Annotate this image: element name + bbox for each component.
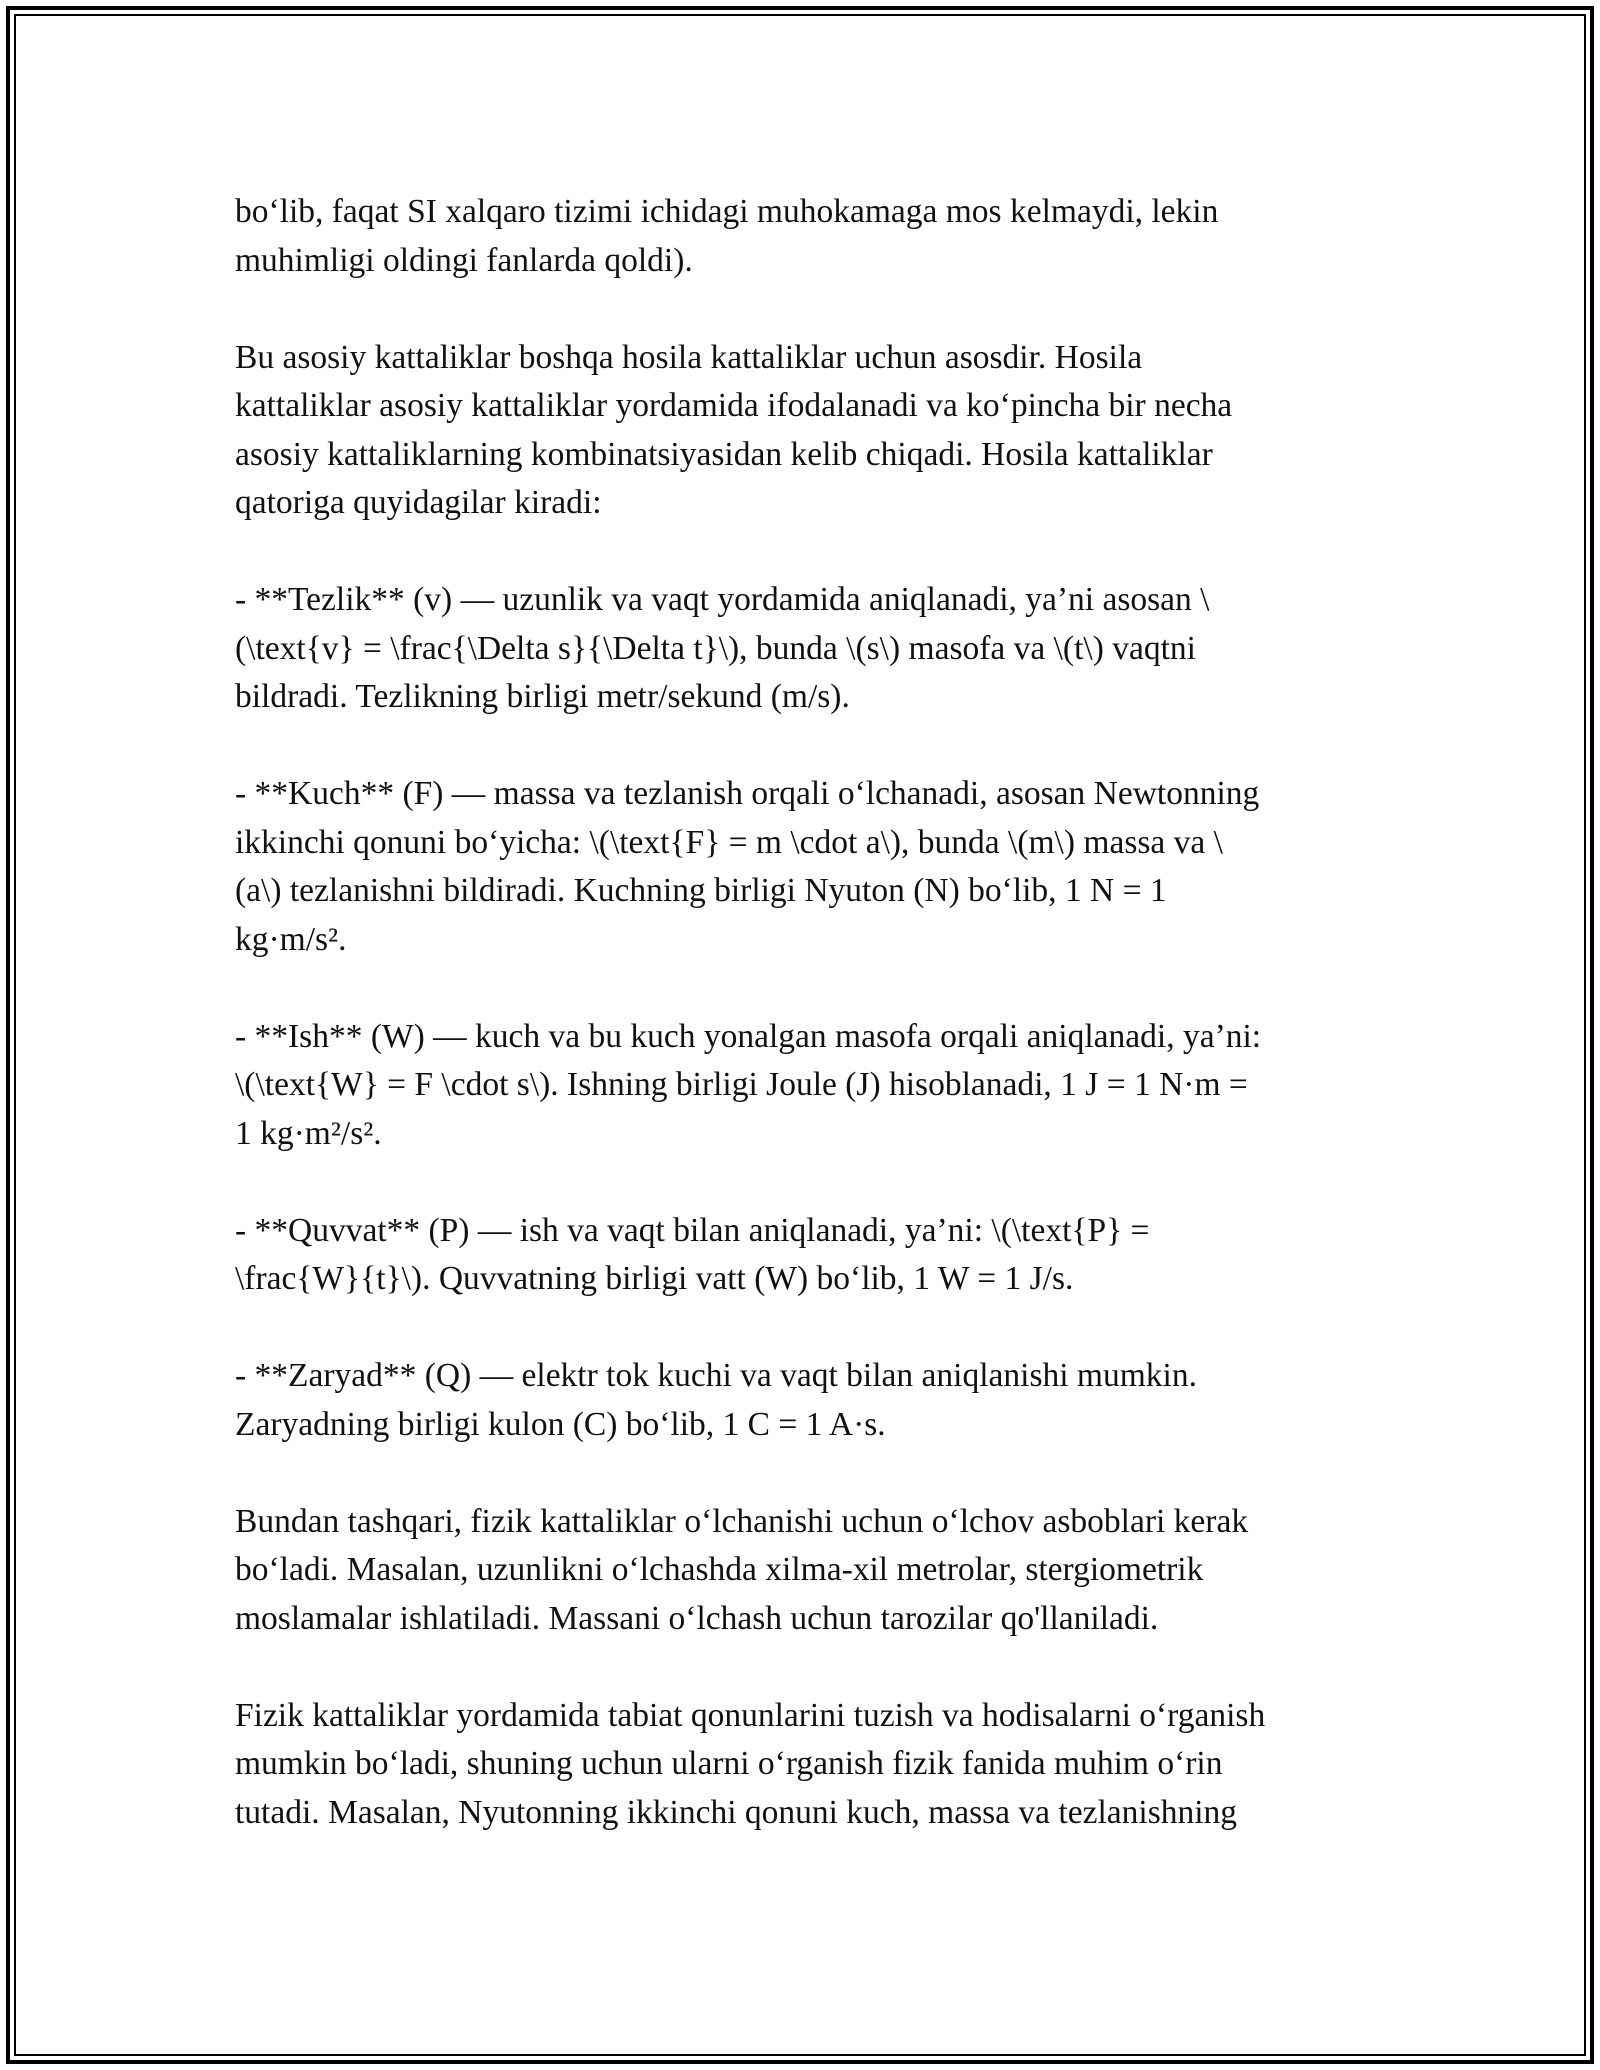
paragraph-nature-laws: Fizik kattaliklar yordamida tabiat qonunlarini tuzish va hodisalarni o‘rganish mumkin bo‘ladi, shuning uchun ularni o‘rganish fizik fanida muhim o‘rin tutadi. Masalan, Nyutonning ikkinchi qonuni kuch, massa va tezlanishning [235, 1696, 1266, 1831]
paragraph-derived-quantities-intro: Bu asosiy kattaliklar boshqa hosila kattaliklar uchun asosdir. Hosila kattaliklar asosiy kattaliklar yordamida ifodalanadi va ko‘pincha bir necha asosiy kattaliklarning kombinatsiyasidan kelib chiqadi. Hosila kattaliklar qatoriga quyidagilar kiradi: [235, 338, 1233, 521]
list-item-ish: - **Ish** (W) — kuch va bu kuch yonalgan masofa orqali aniqlanadi, ya’ni: \(\text{W} = F \cdot s\). Ishning birligi Joule (J) hisoblanadi, 1 J = 1 N·m = 1 kg·m²/s². [235, 1017, 1262, 1152]
list-item-tezlik: - **Tezlik** (v) — uzunlik va vaqt yordamida aniqlanadi, ya’ni asosan \ (\text{v} = \frac{\Delta s}{\Delta t}\), bunda \(s\) masofa va \(t\) vaqtni bildradi. Tezlikning birligi metr/sekund (m/s). [235, 581, 1210, 715]
paragraph-si-note: bo‘lib, faqat SI xalqaro tizimi ichidagi muhokamaga mos kelmaydi, lekin muhimligi oldingi fanlarda qoldi). [235, 193, 1219, 279]
list-item-zaryad: - **Zaryad** (Q) — elektr tok kuchi va vaqt bilan aniqlanishi mumkin. Zaryadning birligi kulon (C) bo‘lib, 1 C = 1 A·s. [235, 1357, 1197, 1443]
paragraph-measuring-instruments: Bundan tashqari, fizik kattaliklar o‘lchanishi uchun o‘lchov asboblari kerak bo‘ladi. Masalan, uzunlikni o‘lchashda xilma-xil metrolar, stergiometrik moslamalar ishlatiladi. Massani o‘lchash uchun tarozilar qo'llaniladi. [235, 1502, 1249, 1637]
list-item-quvvat: - **Quvvat** (P) — ish va vaqt bilan aniqlanadi, ya’ni: \(\text{P} = \frac{W}{t}\). Quvvatning birligi vatt (W) bo‘lib, 1 W = 1 J/s. [235, 1211, 1150, 1297]
list-item-kuch: - **Kuch** (F) — massa va tezlanish orqali o‘lchanadi, asosan Newtonning ikkinchi qonuni bo‘yicha: \(\text{F} = m \cdot a\), bunda \(m\) massa va \ (a\) tezlanishni bildiradi. Kuchning birligi Nyuton (N) bo‘lib, 1 N = 1 kg·m/s². [235, 775, 1260, 958]
document-body [235, 188, 1370, 1837]
